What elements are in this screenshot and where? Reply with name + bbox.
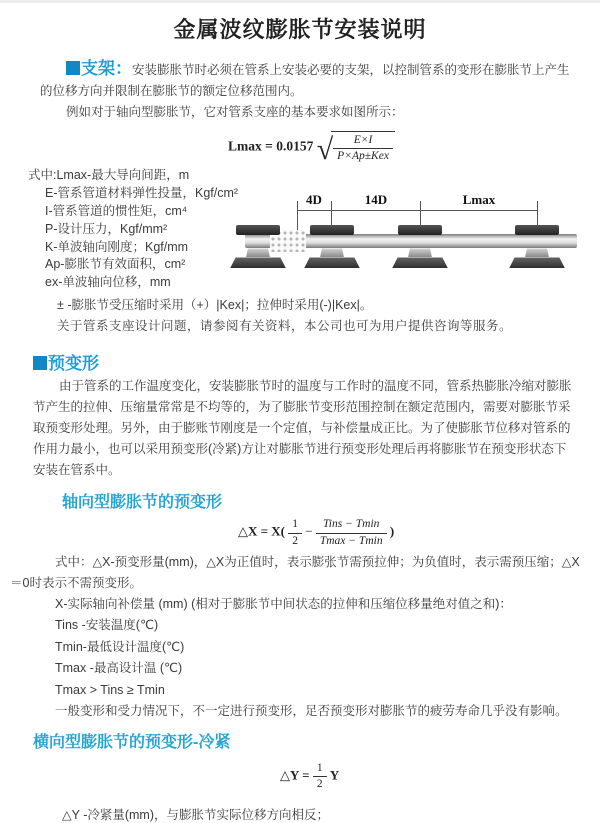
support-base xyxy=(230,257,286,268)
definition-line: E-管系管道材料弹性投量，Kgf/cm² xyxy=(45,186,239,201)
half-denominator: 2 xyxy=(292,534,299,547)
definition-line: 式中:Lmax-最大导向间距，m xyxy=(28,168,190,183)
axial-explanation: Tmax -最高设计温 (℃) xyxy=(55,661,183,676)
example-line: 例如对于轴向型膨胀节，它对管系支座的基本要求如图所示： xyxy=(66,105,404,119)
support-heading-label: 支架： xyxy=(81,59,132,78)
half-denominator: 2 xyxy=(316,778,323,791)
axial-explanation: 式中：△X-预变形量(mm)，△X为正值时，表示膨张节需预拉伸；为负值时，表示需预压缩；△X＝0时表示不需预变形。 xyxy=(10,554,580,590)
axial-explanation: Tmin-最低设计温度(℃) xyxy=(55,639,185,654)
definition-line: I-管系管道的惯性矩，cm⁴ xyxy=(45,204,188,219)
dim-label-14d: 14D xyxy=(364,192,388,208)
dim-label-4d: 4D xyxy=(306,192,322,208)
definition-line: ex-单波轴向位移，mm xyxy=(45,275,171,290)
delta-y-formula xyxy=(280,762,600,791)
t-numerator: Tins − Tmin xyxy=(316,518,387,533)
lmax-formula xyxy=(228,131,600,167)
guide-support xyxy=(392,194,448,294)
minus-sign: − xyxy=(305,524,313,540)
close-paren: ) xyxy=(389,524,395,540)
pipe-support-diagram xyxy=(245,194,583,294)
support-clamp xyxy=(398,225,442,235)
half-numerator: 1 xyxy=(288,518,302,533)
guide-support xyxy=(509,194,565,294)
lmax-formula-denominator: P×Ap±Kex xyxy=(337,150,389,163)
support-neck xyxy=(320,248,344,257)
support-clamp xyxy=(515,225,559,235)
lmax-formula-numerator: E×I xyxy=(333,134,393,149)
radical-sign xyxy=(316,131,395,167)
support-note: 关于管系支座设计问题，请参阅有关资料，本公司也可为用户提供咨询等服务。 xyxy=(57,319,513,334)
axial-explanation: X-实际轴向补偿量 (mm) (相对于膨胀节中间状态的拉伸和压缩位移量绝对值之和)： xyxy=(55,596,512,611)
definitions-and-diagram xyxy=(0,167,600,295)
definition-line: K-单波轴向刚度；Kgf/mm xyxy=(45,239,189,254)
axial-subheading: 轴向型膨胀节的预变形 xyxy=(62,494,223,512)
delta-x-formula xyxy=(238,518,600,547)
delta-x-lhs: △X = X( xyxy=(238,524,286,540)
preform-body-paragraph: 由于管系的工作温度变化，安装膨胀节时的温度与工作时的温度不同，管系热膨胀冷缩对膨胀节产生的拉伸、压缩量常常是不均等的，为了膨胀节变形范围控制在额定范围内，需要对膨胀节采取预变形处理。另外，由于膨账节刚度是一个定值，与补偿量成正比。为了使膨胀节位移对管系的作用力最小，也可以采用预变形(冷紧)方让对膨胀节进行预变形处理后再将膨胀节在预变形状态下安装在管系中。 xyxy=(33,379,572,478)
support-intro-paragraph xyxy=(40,58,578,102)
definition-line: P-设计压力，Kgf/mm² xyxy=(45,221,168,236)
support-base xyxy=(509,257,565,268)
support-neck xyxy=(408,248,432,257)
support-clamp xyxy=(310,225,354,235)
definition-line: Ap-膨胀节有效面积，cm² xyxy=(45,257,186,272)
axial-explanation: 一般变形和受力情况下，不一定进行预变形，足否预变形对膨胀节的疲劳寿命几乎没有影响。 xyxy=(55,704,568,719)
lateral-note: △Y -冷紧量(mm)，与膨胀节实际位移方向相反； xyxy=(62,808,330,823)
delta-y-lhs: △Y = xyxy=(280,767,310,783)
support-clamp xyxy=(236,225,280,235)
support-section-heading xyxy=(66,59,132,78)
lateral-subheading: 横向型膨胀节的预变形-冷紧 xyxy=(33,733,231,751)
support-base xyxy=(392,257,448,268)
anchor-support xyxy=(230,194,286,294)
axial-explanation: Tins -安装温度(℃) xyxy=(55,618,159,633)
plusminus-definition: ± -膨胀节受压缩时采用（+）|Kex|；拉伸时采用(-)|Kex|。 xyxy=(57,298,373,313)
sqrt-icon: √ xyxy=(316,133,334,167)
section-square-icon xyxy=(66,61,80,75)
t-denominator: Tmax − Tmin xyxy=(319,534,383,547)
support-neck xyxy=(525,248,549,257)
support-intro-text: 安装膨胀节时必须在管系上安装必要的支架，以控制管系的变形在膨胀节上产生的位移方向并限制在膨胀节的额定位移范围内。 xyxy=(40,63,570,98)
half-numerator: 1 xyxy=(313,762,327,777)
dim-label-lmax: Lmax xyxy=(462,192,496,208)
preform-section-heading xyxy=(33,349,600,374)
page-title: 金属波纹膨胀节安装说明 xyxy=(173,17,427,42)
guide-support xyxy=(304,194,360,294)
axial-explanation: Tmax > Tins ≥ Tmin xyxy=(55,682,165,697)
section-square-icon xyxy=(33,356,47,370)
preform-heading-label: 预变形 xyxy=(48,354,99,374)
lmax-formula-lhs: Lmax = 0.0157 xyxy=(228,138,314,154)
support-base xyxy=(304,257,360,268)
y-term: Y xyxy=(329,767,340,783)
support-neck xyxy=(246,248,270,257)
